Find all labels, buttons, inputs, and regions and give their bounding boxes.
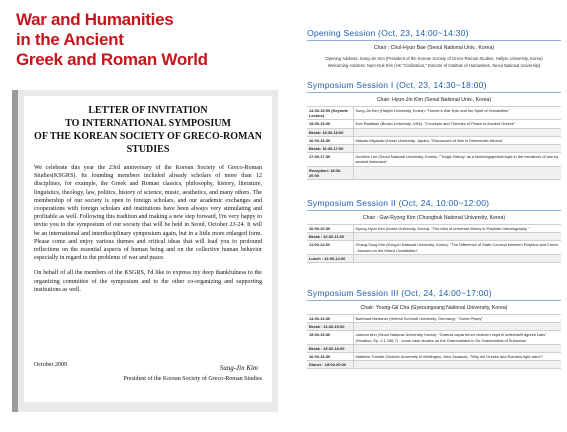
time-cell: Break: 15:30-16:00 [307, 128, 353, 136]
letter-heading-line: OF THE KOREAN SOCIETY OF GRECO-ROMAN STUDIES [34, 131, 262, 155]
talk-cell [353, 361, 561, 369]
time-cell: 17:00-17:30 [307, 153, 353, 166]
talk-cell [353, 166, 561, 179]
session-title: Opening Session (Oct, 23, 14:00~14:30) [307, 28, 469, 38]
time-cell: 14:00-14:30 [307, 315, 353, 323]
session-divider [307, 300, 561, 301]
invitation-letter-frame [12, 90, 278, 412]
table-row [307, 145, 561, 153]
table-row [307, 153, 561, 166]
letter-paragraph: We celebrate this year the 23rd anniversary of the Korean Society of Greco-Roman Studies(KSGRS). Its founding members included already scholars of more than 12 disciplines, for example, the Greek and Roman classics, philosophy, history, literature, linguistics, theology, law, politics, history of science, music, aesthetics, and many others. The membership of our society is open to foreign scholars, and our academic exchanges and cooperations with foreign scholars and institutions have been always very stimulating and profitable as well. Following this tradition and making a new step forward, I'm very happy to invite you to the symposium of our society that will be held in Seoul, October 23-24. It will be an international and interdisciplinary symposium again, but in a little more enlarged form. Please come and enjoy various themes and critical ideas that will lead you to profound reflections on the essential aspects of human being and on the collective human behavior especially in regard to the problems of war and peace. [34, 165, 262, 262]
session-chair: Chair : Chul-Hyun Bae (Seoul National Univ., Korea) [373, 45, 495, 51]
table-row [307, 120, 561, 128]
talk-cell: Kurt Raaflaub (Brown University, USA): "Concepts and Theories of Peace in Ancient Greece" [353, 120, 561, 128]
talk-cell [353, 233, 561, 241]
session-title: Symposium Session II (Oct, 24, 10:00~12:00) [307, 198, 490, 208]
talk-cell: Makoto Miyazaki (Hosei University, Japan): "Discourses of War in Democratic Athens" [353, 136, 561, 144]
letter-body [34, 164, 262, 294]
session-chair: Chair: Young-Gil Cha (Gyeoungsang National University, Korea) [360, 305, 508, 311]
session-1 [307, 80, 561, 180]
session-2 [307, 198, 561, 263]
title-line: Greek and Roman World [16, 50, 208, 69]
table-row [307, 344, 561, 352]
signature: Sung-Jin Kim [219, 364, 258, 372]
time-cell: Dinner : 18:00-20:00 [307, 361, 353, 369]
table-row [307, 233, 561, 241]
table-row [307, 225, 561, 233]
talk-cell: Jaewon Ahn (Seoul National University, Korea): "Graecia capta ferum victorem cepit et artis/intulit agresti Latio" (Horatius, Ep. 2.1.156-7) - some case studies on the Grammarians in De Grammaticis of Suetonius [353, 331, 561, 344]
session-title: Symposium Session I (Oct, 23, 14:30~18:00) [307, 80, 487, 90]
letter-paragraph: On behalf of all the members of the KSGRS, I'd like to express my deep thankfulness to the organizing committee of the symposium and to the other co-organizing and supporting institutions as well. [34, 270, 262, 293]
letter-heading-line: TO INTERNATIONAL SYMPOSIUM [65, 118, 231, 129]
welcoming-address: Welcoming Address: Nam-Duk Kim (HK "Civilization," Director of Institute of Humanities, Seoul National University) [327, 63, 541, 68]
opening-session [307, 28, 561, 69]
time-cell: 10:00-10:30 [307, 225, 353, 233]
time-cell: Reception: 18:30-20:00 [307, 166, 353, 179]
table-row [307, 361, 561, 369]
time-cell: 16:00-16:30 [307, 136, 353, 144]
table-row [307, 166, 561, 179]
title-line: in the Ancient [16, 30, 124, 49]
talk-cell: Burkhard Meissner (Helmut Schmidt University, Germany): "Greek Piracy" [353, 315, 561, 323]
time-cell: 11:00-11:30 [307, 241, 353, 254]
opening-address: Opening Address: Sung-Jin Kim (President of the Korean Society of Greco-Roman Studies, Hallym University, Korea) [325, 56, 543, 61]
session-2-table [307, 224, 561, 263]
time-cell: 16:00-16:30 [307, 353, 353, 361]
session-divider [307, 210, 561, 211]
title-line: War and Humanities [16, 10, 174, 29]
letter-heading [34, 104, 262, 156]
talk-cell [353, 344, 561, 352]
session-3-table [307, 314, 561, 369]
session-1-table [307, 106, 561, 180]
poster-title [16, 10, 276, 70]
talk-cell [353, 145, 561, 153]
talk-cell [353, 128, 561, 136]
time-cell: 15:00-15:30 [307, 120, 353, 128]
session-3 [307, 288, 561, 369]
session-chair: Chair : Gwi-Ryong Kim (Chungbuk National University, Korea) [362, 215, 506, 221]
invitation-letter [24, 96, 272, 402]
time-cell: 15:00-15:30 [307, 331, 353, 344]
session-title: Symposium Session III (Oct, 24, 14:00~17:00) [307, 288, 492, 298]
program-panel [299, 0, 561, 432]
session-divider [307, 92, 561, 93]
talk-cell: Matthew Trundle (Victoria University of Wellington, New Zealand): "Why did Greeks and Romans fight wars?" [353, 353, 561, 361]
session-chair: Chair: Hyun-Jin Kim (Seoul National Univ., Korea) [376, 97, 492, 103]
talk-cell: Kyung-Hyun Kim (Korea University, Korea): "The idea of universal history in Polybian historiography " [353, 225, 561, 233]
table-row [307, 136, 561, 144]
signature-line: President of the Korean Society of Greco-Roman Studies [123, 376, 262, 382]
table-row [307, 353, 561, 361]
time-cell: Break : 15:30-16:00 [307, 344, 353, 352]
talk-cell [353, 254, 561, 262]
talk-cell: Chang-Sung Kim (KongJu National University, Korea): "The Difference of State Concept between Polybius and Cicero - focused on the Mixed Constitution" [353, 241, 561, 254]
table-row [307, 315, 561, 323]
table-row [307, 331, 561, 344]
time-cell: Break : 14:30-15:00 [307, 323, 353, 331]
letter-date: October 2009 [34, 362, 68, 368]
time-cell: 14:30-15:00 (Keynote Lecture) [307, 107, 353, 120]
time-cell: Lunch : 12:00-14:00 [307, 254, 353, 262]
session-divider [307, 40, 561, 41]
time-cell: Break: 16:30-17:00 [307, 145, 353, 153]
table-row [307, 128, 561, 136]
talk-cell: DooHee Lee (Seoul National University, Korea): "'Tragic History' as a historiographical style in the narratives of war by ancient historians" [353, 153, 561, 166]
time-cell: Break : 10:30-11:00 [307, 233, 353, 241]
table-row [307, 323, 561, 331]
letter-heading-line: LETTER OF INVITATION [88, 105, 208, 116]
table-row [307, 107, 561, 120]
table-row [307, 241, 561, 254]
table-row [307, 254, 561, 262]
talk-cell: Sung-Jin Kim (Hallym University, Korea): "Homer's War Epic and the Spirit of Humanities" [353, 107, 561, 120]
talk-cell [353, 323, 561, 331]
